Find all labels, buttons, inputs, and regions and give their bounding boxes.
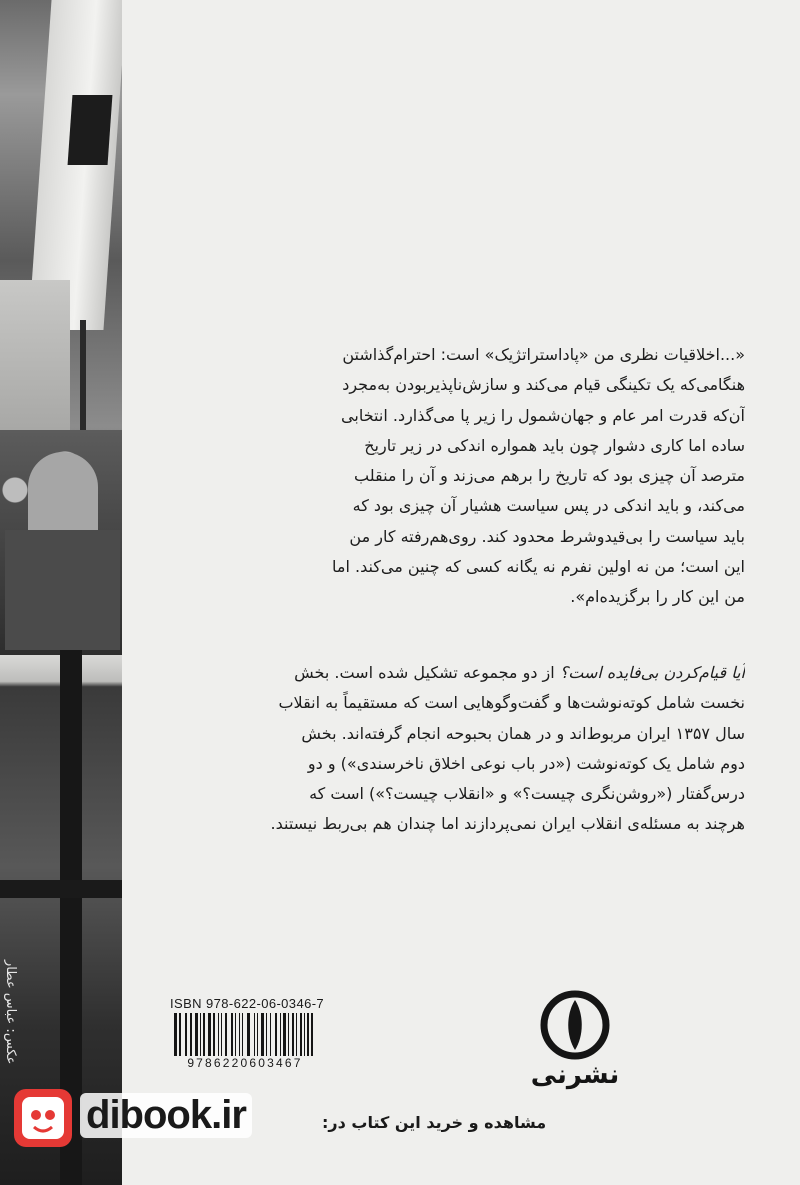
watermark-bar[interactable] bbox=[0, 1085, 560, 1165]
barcode-bar bbox=[257, 1013, 258, 1059]
quote-line: این است؛ من نه اولین نفرم نه یگانه کسی که چنین می‌کند. اما bbox=[332, 557, 745, 577]
barcode-bar bbox=[235, 1013, 236, 1059]
banner-lettering bbox=[68, 95, 113, 165]
description-line: درس‌گفتار («روشن‌نگری چیست؟» و «انقلاب چیست؟») است که bbox=[309, 784, 745, 804]
quote-line: هنگامی‌که یک تکینگی قیام می‌کند و سازش‌ناپذیربودن به‌مجرد bbox=[342, 375, 745, 395]
book-description bbox=[172, 658, 745, 840]
barcode-bar bbox=[280, 1013, 281, 1059]
barcode-bar bbox=[225, 1013, 227, 1059]
man-suit bbox=[5, 530, 120, 650]
barcode-bar bbox=[275, 1013, 277, 1059]
publisher-name: نشرنی bbox=[530, 1060, 620, 1090]
barcode-bar bbox=[221, 1013, 222, 1059]
publisher-logo-icon bbox=[540, 990, 610, 1060]
barcode-bar bbox=[213, 1013, 215, 1059]
description-line: هرچند به مسئله‌ی انقلاب ایران نمی‌پردازند اما چندان هم بی‌ربط نیستند. bbox=[270, 814, 745, 834]
description-first-line: از دو مجموعه تشکیل شده است. بخش bbox=[294, 663, 560, 682]
barcode-bar bbox=[231, 1013, 233, 1059]
quote-block bbox=[175, 340, 745, 613]
barcode-bar bbox=[307, 1013, 309, 1059]
description-line: دوم شامل یک کوته‌نوشت («در باب نوعی اخلاق ناخرسندی») و دو bbox=[307, 753, 745, 773]
description-line bbox=[172, 658, 745, 688]
quote-line: من این کار را برگزیده‌ام». bbox=[570, 587, 745, 607]
book-title: آیا قیام‌کردن بی‌فایده است؟ bbox=[559, 663, 745, 682]
barcode-bar bbox=[208, 1013, 211, 1059]
foreground-bar bbox=[0, 880, 122, 898]
barcode-number: 9786220603467 bbox=[170, 1056, 320, 1070]
quote-line: مترصد آن چیزی بود که تاریخ را برهم می‌زند و آن را منقلب bbox=[354, 466, 745, 486]
isbn-label: ISBN 978-622-06-0346-7 bbox=[170, 996, 325, 1011]
barcode-bar bbox=[266, 1013, 267, 1059]
barcode-bar bbox=[218, 1013, 219, 1059]
barcode-bar bbox=[190, 1013, 192, 1059]
watermark-caption: مشاهده و خرید این کتاب در: bbox=[322, 1113, 547, 1132]
barcode-bar bbox=[300, 1013, 302, 1059]
protest-sign bbox=[0, 280, 70, 430]
barcode-bar bbox=[203, 1013, 205, 1059]
barcode-bar bbox=[185, 1013, 187, 1059]
barcode-bar bbox=[283, 1013, 286, 1059]
barcode-bar bbox=[270, 1013, 271, 1059]
book-logo-icon bbox=[12, 1085, 74, 1151]
description-line: نخست شامل کوته‌نوشت‌ها و گفت‌وگوهایی است که مستقیماً به انقلاب bbox=[278, 693, 745, 713]
watermark-site[interactable] bbox=[80, 1093, 252, 1138]
barcode-bar bbox=[242, 1013, 243, 1059]
barcode-bar bbox=[261, 1013, 264, 1059]
barcode-bar bbox=[288, 1013, 289, 1059]
quote-line: ساده اما کاری دشوار چون باید همواره اندکی در زیر تاریخ bbox=[364, 435, 745, 455]
barcode-bar bbox=[200, 1013, 201, 1059]
quote-line: باید سیاست را بی‌قیدوشرط محدود کند. روی‌هم‌رفته کار من bbox=[349, 526, 745, 546]
description-line: سال ۱۳۵۷ ایران مربوط‌اند و در همان بحبوحه انجام گرفته‌اند. بخش bbox=[301, 723, 745, 743]
site-name: ibook.ir bbox=[109, 1093, 246, 1137]
barcode-bar bbox=[296, 1013, 297, 1059]
photo-credit: عکس: عباس عطار bbox=[2, 960, 18, 1065]
quote-line: «...اخلاقیات نظری من «پاداستراتژیک» است: احترام‌گذاشتن bbox=[342, 345, 745, 364]
barcode-bar bbox=[195, 1013, 198, 1059]
barcode-bar bbox=[292, 1013, 294, 1059]
barcode-bar bbox=[247, 1013, 250, 1059]
quote-line: آن‌که قدرت امر عام و جهان‌شمول را زیر پا می‌گذارد. انتخابی bbox=[341, 405, 745, 425]
site-prefix: d bbox=[86, 1093, 110, 1137]
barcode-bar bbox=[254, 1013, 255, 1059]
quote-line: می‌کند، و باید اندکی در پس سیاست هشیار آن چیزی بود که bbox=[352, 496, 745, 516]
barcode-bar bbox=[239, 1013, 240, 1059]
barcode-bar bbox=[304, 1013, 305, 1059]
